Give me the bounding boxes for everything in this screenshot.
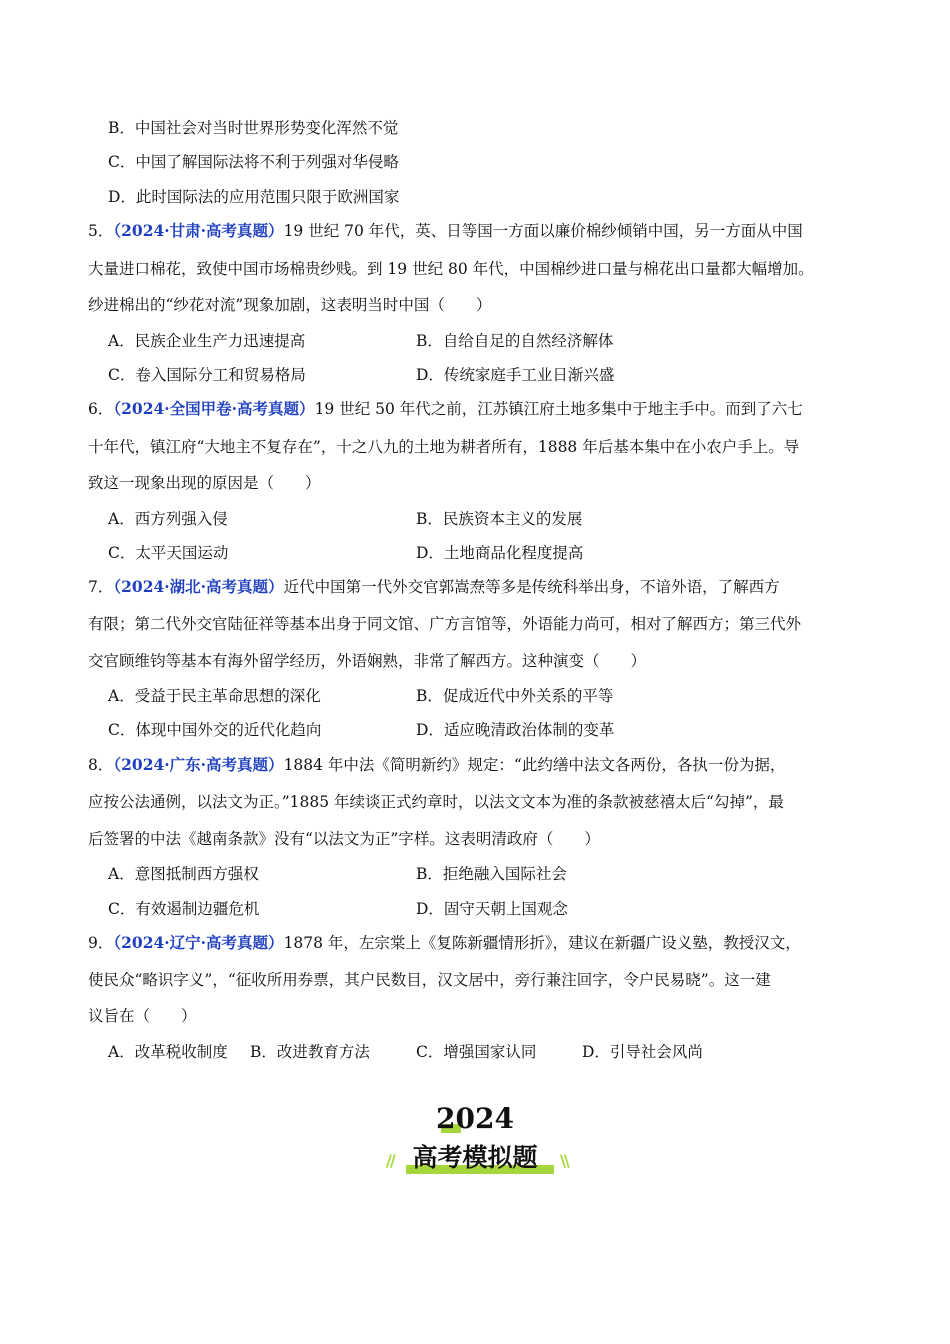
q5-option-a: A．民族企业生产力迅速提高: [108, 332, 306, 350]
q7-stem-line3: 交官顾维钧等基本有海外留学经历，外语娴熟，非常了解西方。这种演变（ ）: [88, 652, 647, 670]
banner-title: 高考模拟题: [412, 1143, 538, 1172]
q8-source: （2024·广东·高考真题）: [113, 755, 284, 774]
q6-stem-line2: 十年代，镇江府“大地主不复存在”，十之八九的土地为耕者所有，1888 年后基本集中在小农户手上。导: [88, 438, 800, 456]
q4-option-b: B．中国社会对当时世界形势变化浑然不觉: [108, 119, 399, 137]
q7-option-c: C．体现中国外交的近代化趋向: [108, 721, 322, 739]
q5-option-b: B．自给自足的自然经济解体: [416, 332, 614, 350]
banner-title-block: [0, 1139, 950, 1179]
q8-option-a: A．意图抵制西方强权: [108, 865, 259, 883]
q9-option-a: A．改革税收制度: [108, 1043, 228, 1061]
q8-stem-line2: 应按公法通例，以法文为正。”1885 年续谈正式约章时，以法文文本为准的条款被慈禧太后“勾掉”，最: [88, 793, 784, 811]
q8-stem-line1: [88, 755, 785, 775]
q9-option-b: B．改进教育方法: [250, 1043, 370, 1061]
q8-option-b: B．拒绝融入国际社会: [416, 865, 567, 883]
q8-stem-line3: 后签署的中法《越南条款》没有“以法文为正”字样。这表明清政府（ ）: [88, 830, 600, 848]
q6-number: 6．: [88, 400, 114, 418]
q7-stem-line2: 有限；第二代外交官陆征祥等基本出身于同文馆、广方言馆等，外语能力尚可，相对了解西方；第三代外: [88, 615, 802, 633]
q8-option-c: C．有效遏制边疆危机: [108, 900, 260, 918]
q6-option-b: B．民族资本主义的发展: [416, 510, 583, 528]
q6-option-a: A．西方列强入侵: [108, 510, 228, 528]
q8-number: 8．: [88, 756, 114, 774]
q7-option-b: B．促成近代中外关系的平等: [416, 687, 614, 705]
q7-option-d: D．适应晚清政治体制的变革: [416, 721, 615, 739]
q5-option-c: C．卷入国际分工和贸易格局: [108, 366, 306, 384]
q9-text-1: 1878 年，左宗棠上《复陈新疆情形折》，建议在新疆广设义塾，教授汉文，: [283, 934, 801, 952]
q5-source: （2024·甘肃·高考真题）: [113, 221, 284, 240]
q7-option-a: A．受益于民主革命思想的深化: [108, 687, 321, 705]
q5-stem-line3: 纱进棉出的“纱花对流”现象加剧，这表明当时中国（ ）: [88, 296, 492, 314]
q5-stem-line1: [88, 221, 803, 241]
q7-stem-line1: [88, 577, 780, 597]
q4-option-c: C．中国了解国际法将不利于列强对华侵略: [108, 153, 399, 171]
q9-number: 9．: [88, 934, 114, 952]
q7-source: （2024·湖北·高考真题）: [113, 577, 284, 596]
q9-stem-line3: 议旨在（ ）: [88, 1007, 197, 1025]
q6-stem-line1: [88, 399, 803, 419]
right-slash-decoration: \\: [560, 1151, 568, 1170]
q6-source: （2024·全国甲卷·高考真题）: [113, 399, 315, 418]
q9-stem-line2: 使民众“略识字义”，“征收所用券票，其户民数目，汉文居中，旁行兼注回字，令户民易晓”。这一建: [88, 971, 771, 989]
q5-stem-line2: 大量进口棉花，致使中国市场棉贵纱贱。到 19 世纪 80 年代，中国棉纱进口量与棉花出口量都大幅增加。: [88, 260, 814, 278]
q6-text-1: 19 世纪 50 年代之前，江苏镇江府土地多集中于地主手中。而到了六七: [314, 400, 803, 418]
banner-year: 2024: [436, 1102, 514, 1135]
q6-option-c: C．太平天国运动: [108, 544, 229, 562]
q6-stem-line3: 致这一现象出现的原因是（ ）: [88, 474, 321, 492]
section-banner: [0, 1102, 950, 1192]
q9-source: （2024·辽宁·高考真题）: [113, 933, 284, 952]
q8-option-d: D．固守天朝上国观念: [416, 900, 568, 918]
q7-text-1: 近代中国第一代外交官郭嵩焘等多是传统科举出身，不谙外语，了解西方: [283, 578, 780, 596]
q5-number: 5．: [88, 222, 114, 240]
q7-number: 7．: [88, 578, 114, 596]
q5-option-d: D．传统家庭手工业日渐兴盛: [416, 366, 615, 384]
q8-text-1: 1884 年中法《简明新约》规定：“此约缮中法文各两份，各执一份为据，: [283, 756, 786, 774]
q9-stem-line1: [88, 933, 801, 953]
q9-option-c: C．增强国家认同: [416, 1043, 537, 1061]
q6-option-d: D．土地商品化程度提高: [416, 544, 584, 562]
q4-option-d: D．此时国际法的应用范围只限于欧洲国家: [108, 188, 400, 206]
q5-text-1: 19 世纪 70 年代，英、日等国一方面以廉价棉纱倾销中国，另一方面从中国: [283, 222, 803, 240]
left-slash-decoration: //: [386, 1151, 394, 1170]
q9-option-d: D．引导社会风尚: [582, 1043, 703, 1061]
